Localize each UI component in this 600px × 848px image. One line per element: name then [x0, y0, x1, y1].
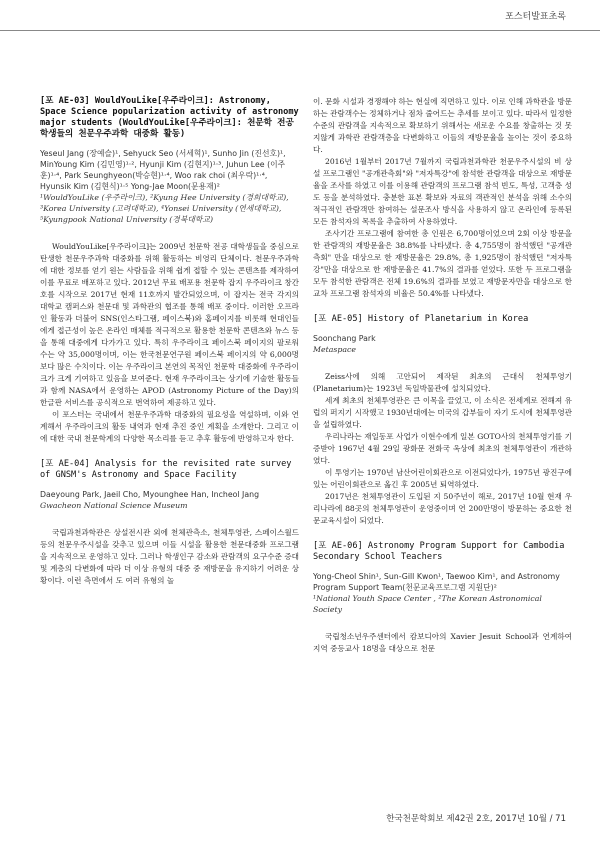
body-paragraph: 이 포스터는 국내에서 천문우주과학 대중화의 필요성을 역설하며, 이와 연계해서 우주라이크의 활동 내역과 현재 추진 중인 계획을 소개한다. 그리고 이에 대한 국내 천문학계의 다양한 목소리를 듣고 추후 활동에 반영하고자 한다. [40, 410, 299, 443]
body-paragraph: 이 투영기는 1970년 남산어린이회관으로 이전되었다가, 1975년 광진구에 있는 어린이회관으로 옮긴 후 2005년 퇴역하였다. [313, 468, 572, 489]
body-paragraph: 이. 문화 시설과 경쟁해야 하는 현실에 직면하고 있다. 이로 인해 과학관을 방문하는 관람객수는 정체하거나 점차 줄어드는 추세를 보이고 있다. 따라서 일정한 수준의 관람객을 지속적으로 확보하기 위해서는 새로운 수요를 창출하는 것 못지않게 과학관 관람객층을 다변화하고 이들의 재방문율을 높이는 것이 중요하다. [313, 97, 572, 154]
body-paragraph: Zeiss사에 의해 고안되어 제작된 최초의 근대식 천체투영기(Planetarium)는 1923년 독일박물관에 설치되었다. [313, 372, 572, 393]
authors-ae06: Yong-Cheol Shin¹, Sun-Gill Kwon¹, Taewoo Kim¹, and Astronomy Program Support Team(천문교육프로그램 지원단)² [313, 572, 560, 592]
page-footer: 한국천문학회보 제42권 2호, 2017년 10월 / 71 [386, 814, 566, 824]
abstract-title-ae04: [포 AE-04] Analysis for the revisited rate survey of GNSM's Astronomy and Space Facility [40, 459, 292, 480]
abstract-title-ae06: [포 AE-06] Astronomy Program Support for Cambodia Secondary School Teachers [313, 541, 565, 562]
body-paragraph: WouldYouLike[우주라이크]는 2009년 천문학 전공 대학생들을 중심으로 탄생한 천문우주과학 대중화를 위해 활동하는 비영리 단체이다. 천문우주과학에 대한 정보를 얻기 원는 사람들을 위해 쉽게 접할 수 있는 콘텐츠를 제작하여 이를 무료로 배포하고 있다. 2012년 무료 배포용 천문학 잡지 우주라이크 창간호를 시작으로 2017년 현재 11호까지 발간되었으며, 이 잡지는 전국 각지의 대학교 캠퍼스와 천문대 및 과학관의 협조를 통해 배포 중이다. 이러한 오프라인 활동과 더불어 SNS(인스타그램, 페이스북)와 홈페이지를 비롯해 현대인들에게 접근성이 높은 온라인 매체를 적극적으로 활용한 천문학 콘텐츠와 뉴스 등을 통해 대중에게 다가가고 있다. 특히 우주라이크 페이스북 페이지의 팔로워 수는 약 35,000명이며, 이는 한국천문연구원 페이스북 페이지의 약 6,000명보다 많은 수치이다. 이는 우주라이크 본연의 목적인 천문학 대중화에 우주라이크가 크게 기여하고 있음을 보여준다. 현재 우주라이크는 상기에 기술한 활동들과 함께 NASA에서 운영하는 APOD (Astronomy Picture of the Day)의 한글판 서비스를 공식적으로 번역하여 제공하고 있다. [40, 242, 299, 407]
authors-ae03: Yeseul Jang (장예슬)¹, Sehyuck Seo (서세혁)¹, Sunho Jin (진선호)¹, MinYoung Kim (김민영)¹·², Hyunji Kim (김현지)¹·³, Juhun Lee (이주훈)¹·⁴, Park Seunghyeon(박승현)¹·⁴, Woo rak choi (최우락)¹·⁴, Hyunsik Kim (김현식)¹·⁵ Yong-Jae Moon(문용재)² [40, 149, 286, 191]
abstract-title-ae03: [포 AE-03] WouldYouLike[우주라이크]: Astronomy, Space Science popularization activity of astronomy major students (WouldYouLike[우주라이크]: 천문학 전공 학생들의 천문우주과학 대중화 활동) [40, 96, 299, 139]
abstract-title-ae05: [포 AE-05] History of Planetarium in Korea [313, 314, 529, 324]
section-title: 포스터발표초록 [505, 12, 566, 22]
authors-ae04: Daeyoung Park, Jaeil Cho, Myounghee Han, Incheol Jang [40, 490, 260, 499]
body-paragraph: 2017년은 천체투영관이 도입된 지 50주년이 해로, 2017년 10월 현재 우리나라에 88곳의 천체투영관이 운영중이며 연 200만명이 방문하는 중요한 천문교육시설이 되었다. [313, 492, 572, 525]
body-paragraph: 국립과천과학관은 상설전시관 외에 천체관측소, 천체투영관, 스페이스월드 등의 천문우주시설을 갖추고 있으며 이들 시설을 활용한 천문대중화 프로그램을 지속적으로 운영하고 있다. 그러나 학생인구 감소와 관람객의 요구수준 증대 및 계층의 다변화에 따라 더 이상 유형의 대중 중 재방문을 유지하기 어려운 상황이다. 이런 측면에서 도 여러 유형의 놀 [40, 528, 299, 585]
body-paragraph: 우리나라는 재일동포 사업가 이현수에게 일본 GOTO사의 천체투영기를 기증받아 1967년 4월 29일 광화문 전화국 옥상에 최초의 천체투영관이 개관하였다. [313, 432, 572, 465]
left-column [40, 96, 299, 587]
affiliations-ae06: ¹National Youth Space Center , ²The Korean Astronomical Society [313, 594, 542, 614]
affiliations-ae04: Gwacheon National Science Museum [40, 501, 188, 510]
affiliations-ae05: Metaspace [313, 345, 357, 354]
page-header [0, 0, 600, 31]
body-paragraph: 2016년 1월부터 2017년 7월까지 국립과천과학관 천문우주시설의 비 상설 프로그램인 "공개관측회"와 "저자특강"에 참석한 관람객을 대상으로 재방문율을 조사를 하였고 이를 이용해 관람객의 프로그램 참석 빈도, 특성, 고객층 성도 등을 분석하였다. 충분한 표본 확보와 자료의 객관적인 분석을 위해 소수의 적극적인 관람객만 참여하는 설문조사 방식을 사용하지 않고 온라인에 등록된 모든 참석자의 목록을 추출하여 사용하였다. [313, 157, 572, 226]
body-paragraph: 조사기간 프로그램에 참여한 총 인원은 6,700명이었으며 2회 이상 방문을 한 관람객의 재방문율은 38.8%를 나타냈다. 총 4,755명이 참석했던 "공개관측회" 만을 대상으로 한 재방문율은 29.8%, 총 1,925명이 참석했던 "저자특강"만을 대상으로 한 재방문율은 41.7%의 결과를 얻었다. 또한 두 프로그램을 모두 참석한 관람객은 전체 19.6%의 결과를 보였고 재방문자만을 대상으로 한 교차 프로그램 참석자의 비율은 50.4%를 나타냈다. [313, 229, 572, 298]
body-paragraph: 세계 최초의 천체투영관은 큰 이목을 끌었고, 이 소식은 전세계로 전해져 유럽의 퍼지기 시작했고 1930년대에는 미국의 갑부들이 자기 도시에 천체투영관을 설립하였다. [313, 396, 572, 429]
authors-ae05: Soonchang Park [313, 334, 376, 343]
affiliations-ae03: ¹WouldYouLike (우주라이크), ²Kyung Hee University (경희대학교), ³Korea University (고려대학교), ⁴Yonsei University (연세대학교), ⁵Kyungpook National University (경북대학교) [40, 193, 289, 224]
body-paragraph: 국립청소년우주센터에서 캄보디아의 Xavier Jesuit School과 연계하여 지역 중등교사 18명을 대상으로 천문 [313, 632, 572, 653]
right-column [313, 96, 572, 655]
